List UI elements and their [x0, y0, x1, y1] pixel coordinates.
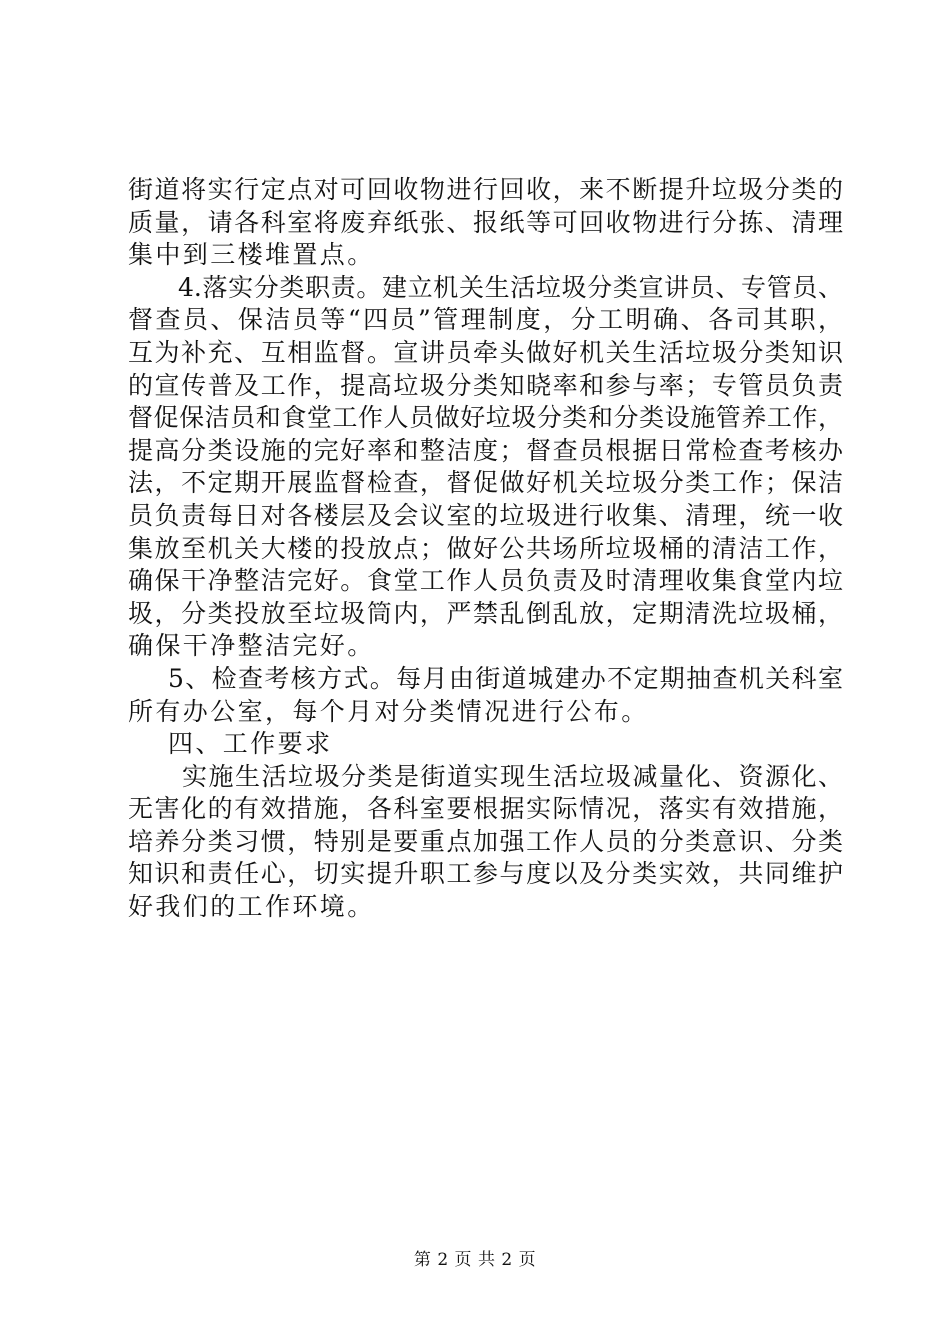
paragraph-line: 街道将实行定点对可回收物进行回收，来不断提升垃圾分类的	[128, 175, 843, 204]
paragraph-line: 互为补充、互相监督。宣讲员牵头做好机关生活垃圾分类知识	[128, 337, 843, 367]
paragraph-line: 所有办公室，每个月对分类情况进行公布。	[128, 696, 649, 726]
paragraph-line: 法，不定期开展监督检查，督促做好机关垃圾分类工作；保洁	[128, 468, 843, 498]
paragraph-line: 知识和责任心，切实提升职工参与度以及分类实效，共同维护	[128, 859, 843, 889]
paragraph-line: 确保干净整洁完好。	[128, 631, 375, 661]
paragraph-line: 提高分类设施的完好率和整洁度；督查员根据日常检查考核办	[128, 435, 843, 465]
paragraph-line: 圾，分类投放至垃圾筒内，严禁乱倒乱放，定期清洗垃圾桶，	[128, 598, 843, 628]
document-body	[128, 174, 843, 924]
paragraph-line: 确保干净整洁完好。食堂工作人员负责及时清理收集食堂内垃	[128, 566, 843, 596]
paragraph-line: 实施生活垃圾分类是街道实现生活垃圾减量化、资源化、	[182, 761, 843, 791]
section-4-heading-line: 4.落实分类职责。建立机关生活垃圾分类宣讲员、专管员、	[178, 272, 843, 302]
page-number-footer: 第 2 页 共 2 页	[413, 1250, 537, 1270]
paragraph-line: 督查员、保洁员等“四员”管理制度，分工明确、各司其职，	[128, 305, 843, 335]
paragraph-line: 集中到三楼堆置点。	[128, 240, 375, 270]
paragraph-line: 无害化的有效措施，各科室要根据实际情况，落实有效措施，	[128, 794, 843, 824]
paragraph-line: 集放至机关大楼的投放点；做好公共场所垃圾桶的清洁工作，	[128, 533, 843, 563]
paragraph-line: 质量，请各科室将废弃纸张、报纸等可回收物进行分拣、清理	[128, 207, 843, 237]
paragraph-line: 的宣传普及工作，提高垃圾分类知晓率和参与率；专管员负责	[128, 370, 843, 400]
paragraph-line: 督促保洁员和食堂工作人员做好垃圾分类和分类设施管养工作，	[128, 403, 843, 433]
section-5-heading-line: 5、检查考核方式。每月由街道城建办不定期抽查机关科室	[168, 663, 843, 693]
paragraph-line: 员负责每日对各楼层及会议室的垃圾进行收集、清理，统一收	[128, 500, 843, 530]
paragraph-line: 好我们的工作环境。	[128, 892, 375, 922]
paragraph-line: 培养分类习惯，特别是要重点加强工作人员的分类意识、分类	[128, 826, 843, 856]
section-heading-work-requirements: 四、工作要求	[168, 729, 333, 759]
